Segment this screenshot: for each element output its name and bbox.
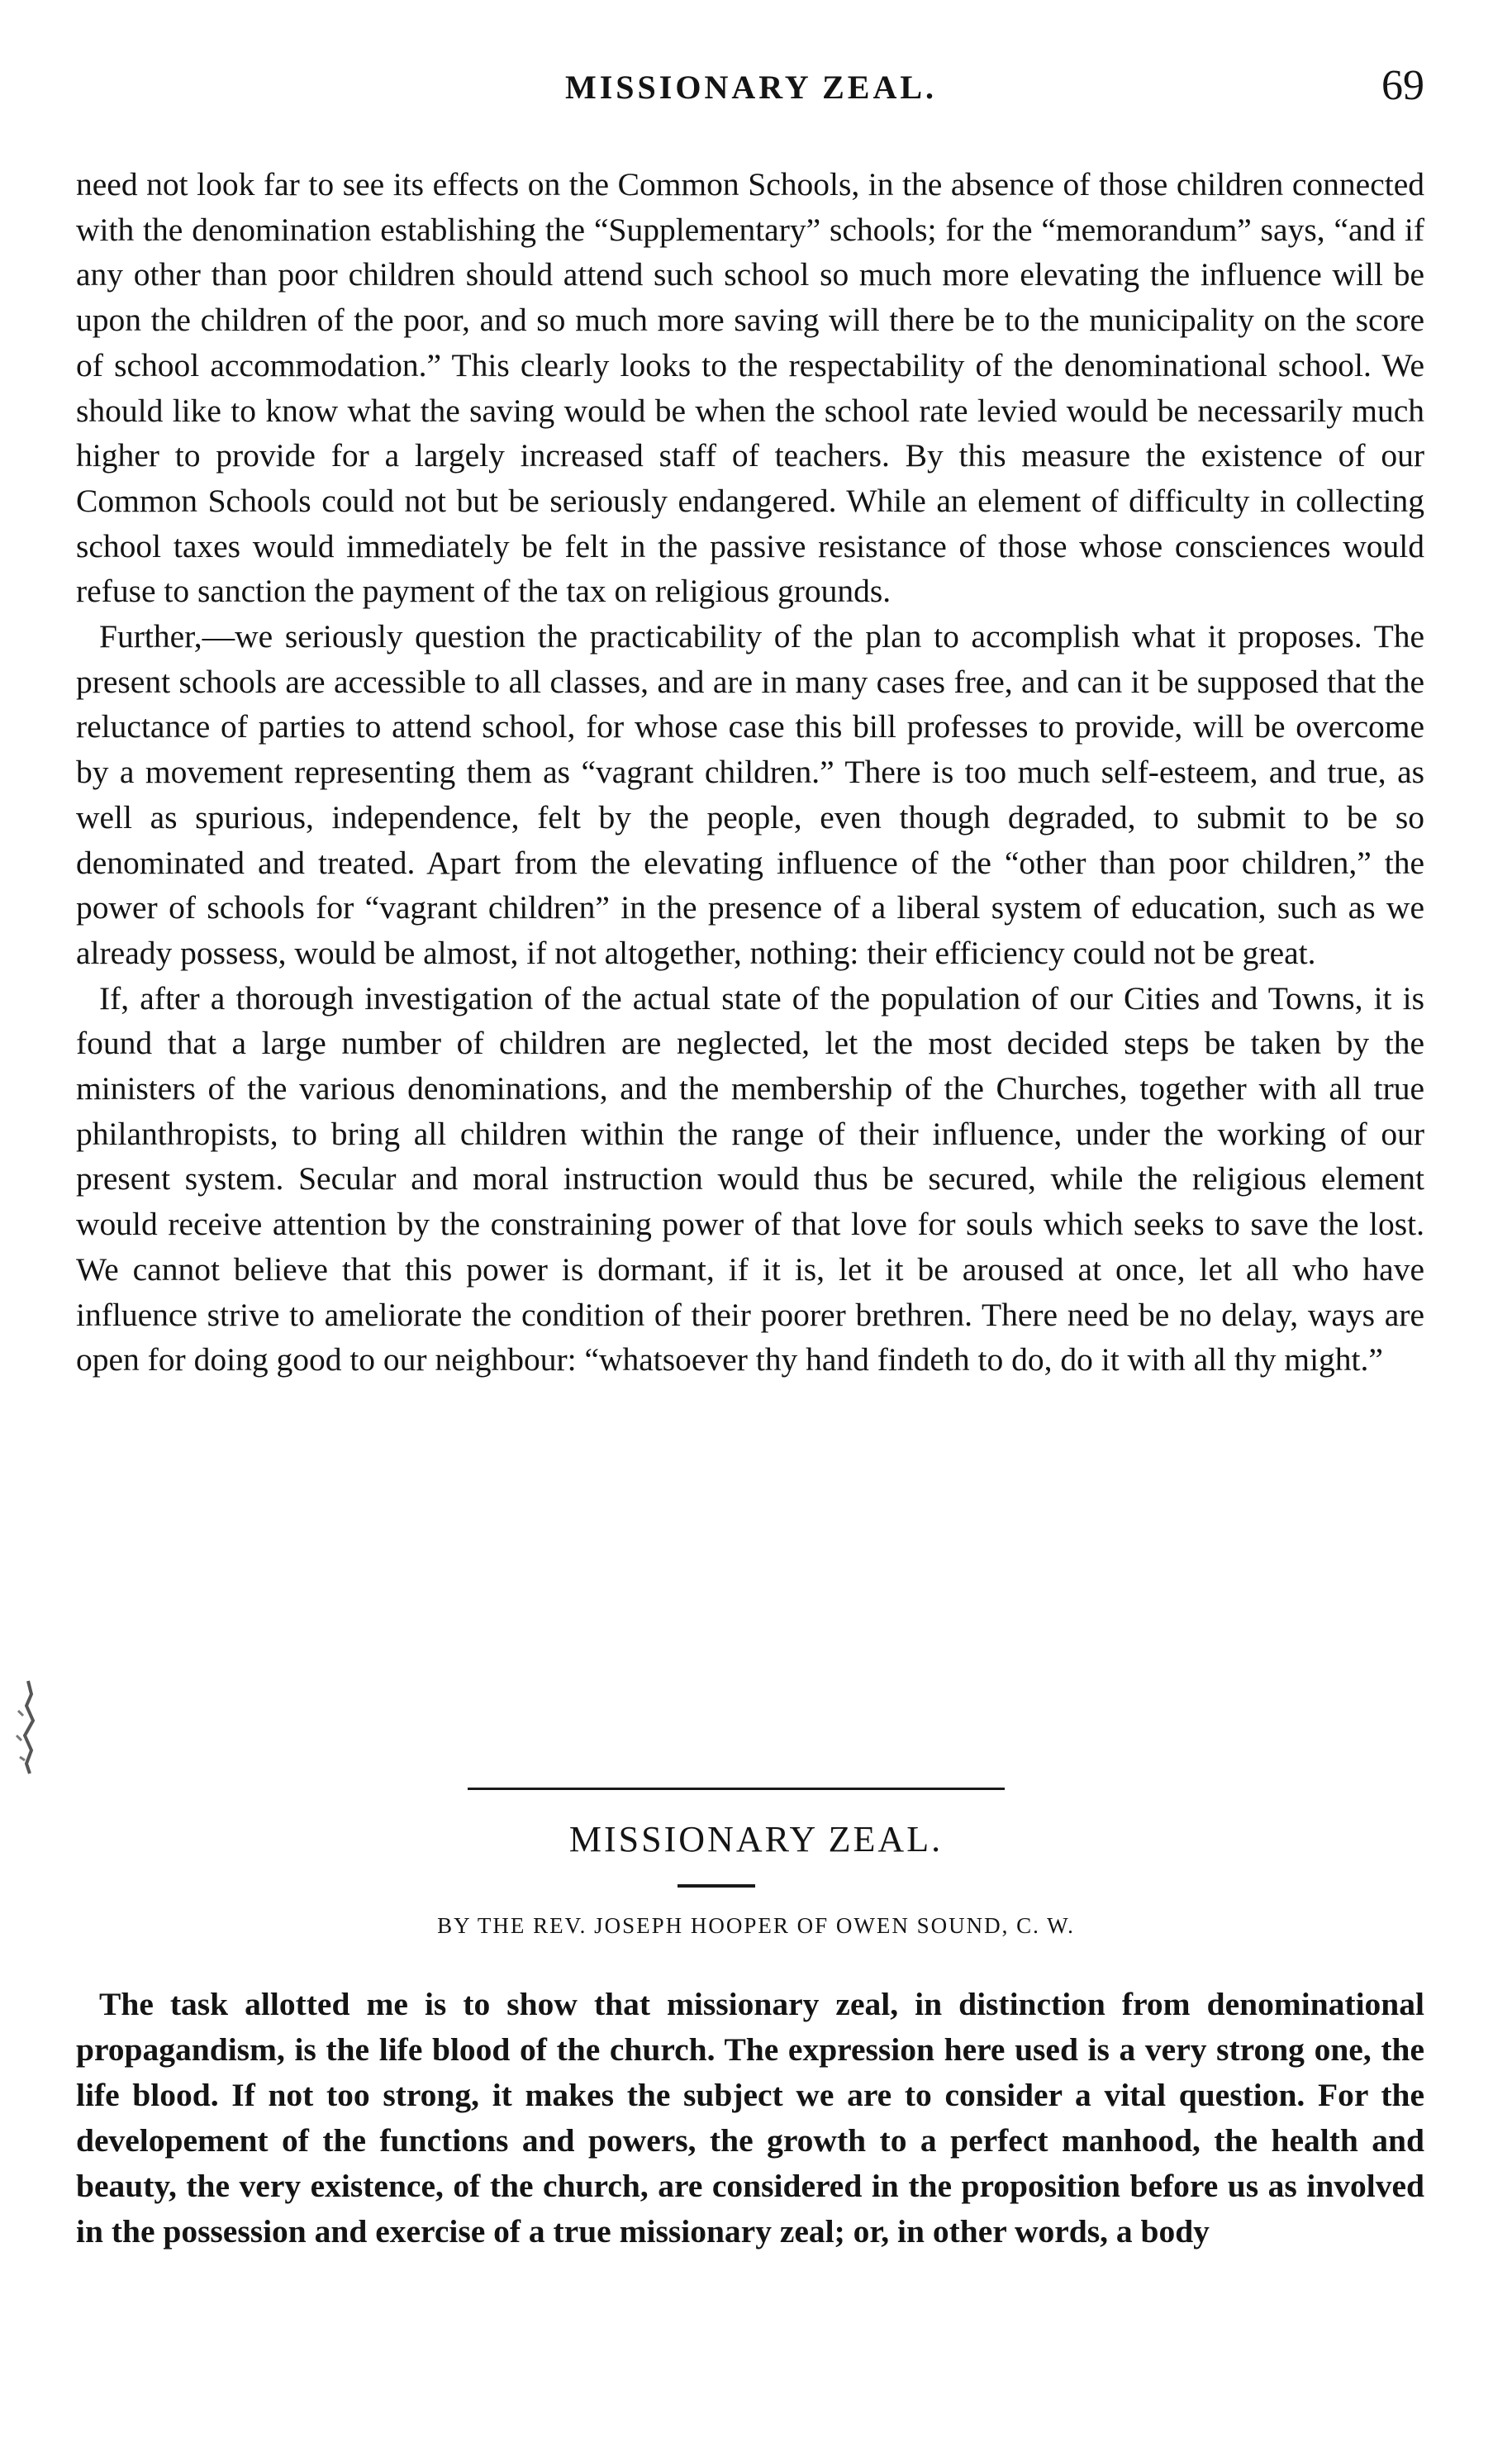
article-title: MISSIONARY ZEAL.	[568, 1819, 944, 1859]
paragraph-1: need not look far to see its effects on the Common Schools, in the absence of those children connected with the denomination establishing the “Supplementary” schools; for the “memorandum” says, “and if any other than poor children should attend such school so much more elevating the influence will be upon the children of the poor, and so much more saving will there be to the municipality on the score of school accommodation.” This clearly looks to the respectability of the denominational school. We should like to know what the saving would be when the school rate levied would be necessarily much higher to provide for a largely increased staff of teachers. By this measure the existence of our Common Schools could not but be seriously endangered. While an element of difficulty in collecting school taxes would immediately be felt in the passive resistance of those whose consciences would refuse to sanction the payment of the tax on religious grounds.	[76, 166, 1424, 610]
paragraph-2: Further,—we seriously question the practicability of the plan to accomplish what it proposes. The present schools are accessible to all classes, and are in many cases free, and can it be supposed that the reluctance of parties to attend school, for whose case this bill professes to provide, will be overcome by a movement representing them as “vagrant children.” There is too much self-esteem, and true, as well as spurious, independence, felt by the people, even though degraded, to submit to be so denominated and treated. Apart from the elevating influence of the “other than poor children,” the power of schools for “vagrant children” in the presence of a liberal system of education, such as we already possess, would be almost, if not altogether, nothing: their efficiency could not be great.	[76, 618, 1424, 971]
new-article-text	[76, 1982, 1424, 2254]
section-divider	[468, 1788, 1005, 1790]
article-paragraph-1: The task allotted me is to show that missionary zeal, in distinction from denominational propagandism, is the life blood of the church. The expression here used is a very strong one, the life blood. If not too strong, it makes the subject we are to consider a vital question. For the developement of the functions and powers, the growth to a perfect manhood, the health and beauty, the very existence, of the church, are considered in the proposition before us as involved in the possession and exercise of a true missionary zeal; or, in other words, a body	[76, 1986, 1424, 2250]
page-number: 69	[1381, 62, 1424, 109]
article-byline: BY THE REV. JOSEPH HOOPER OF OWEN SOUND, C. W.	[437, 1913, 1075, 1938]
margin-ink-mark	[12, 1678, 40, 1777]
paragraph-3: If, after a thorough investigation of the actual state of the population of our Cities and Towns, it is found that a large number of children are neglected, let the most decided steps be taken by the ministers of the various denominations, and the membership of the Churches, together with all true philanthropists, to bring all children within the range of their influence, under the working of our present system. Secular and moral instruction would thus be secured, while the religious element would receive attention by the constraining power of that love for souls which seeks to save the lost. We cannot believe that this power is dormant, if it is, let it be aroused at once, let all who have influence strive to ameliorate the condition of their poorer brethren. There need be no delay, ways are open for doing good to our neighbour: “whatsoever thy hand findeth to do, do it with all thy might.”	[76, 979, 1424, 1378]
continued-article-text	[76, 162, 1424, 1383]
page-header	[78, 62, 1424, 117]
title-underline	[678, 1884, 755, 1888]
running-head: MISSIONARY ZEAL.	[564, 69, 938, 106]
